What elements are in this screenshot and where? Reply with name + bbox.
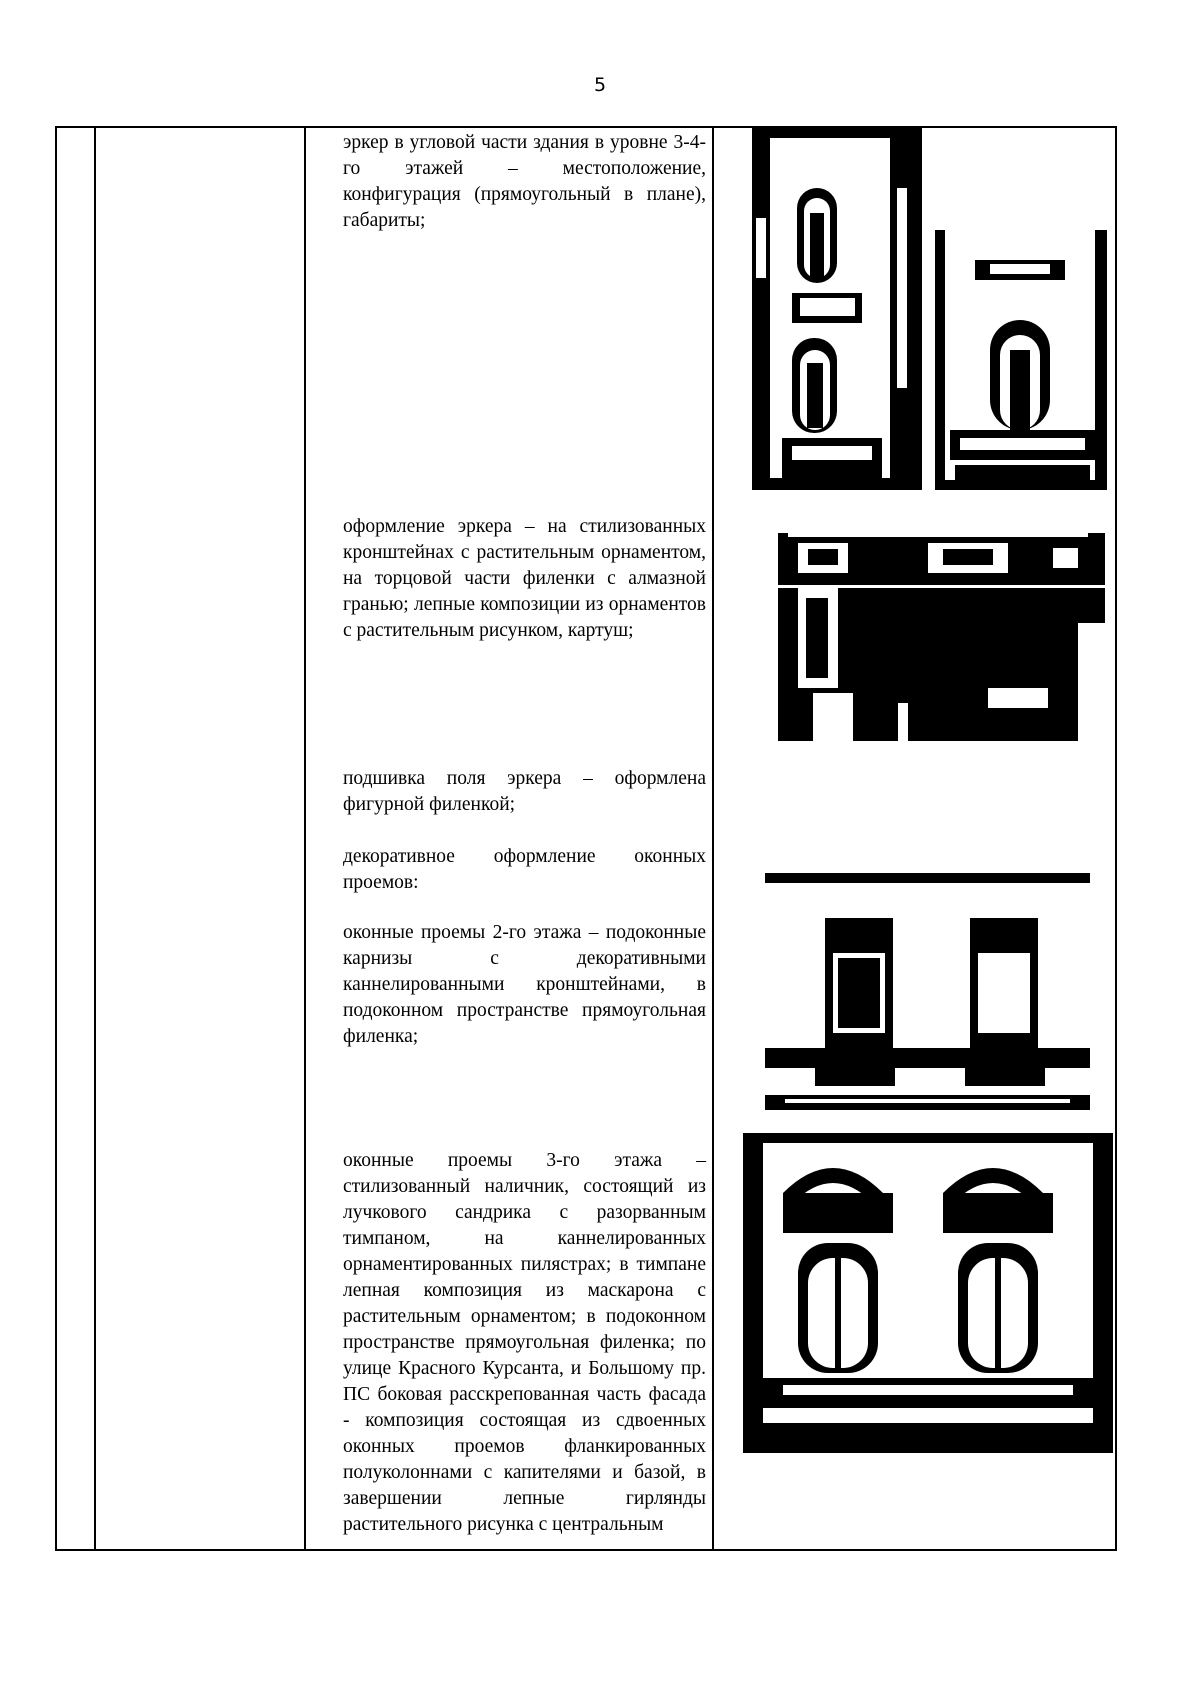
description-second-floor-windows: оконные проемы 2-го этажа – подоконные карнизы с декоративными каннелированными кронштейнами, в подоконном пространстве прямоугольная филенка; [343, 922, 706, 1047]
column-divider-1 [94, 128, 96, 1549]
third-floor-windows-photo [743, 1133, 1113, 1453]
description-third-floor-windows: оконные проемы 3-го этажа – стилизованный наличник, состоящий из лучкового сандрика с разорванным тимпаном, на каннелированных орнаментированных пилястрах; в тимпане лепная композиция из маскарона с растительным орнаментом; в подоконном пространстве прямоугольная филенка; по улице Красного Курсанта, и Большому пр. ПС боковая расскрепованная часть фасада - композиция состоящая из сдвоенных оконных проемов фланкированных полуколоннами с капителями и базой, в завершении лепные гирлянды растительного рисунка с центральным [343, 1150, 706, 1535]
page-number: 5 [593, 74, 607, 96]
column-divider-2 [304, 128, 306, 1549]
description-oriel-decoration: оформление эркера – на стилизованных кронштейнах с растительным орнаментом, на торцовой части филенки с алмазной гранью; лепные композиции из орнаментов с растительным рисунком, картуш; [343, 516, 706, 641]
oriel-corner-photo-1 [752, 128, 922, 490]
description-oriel-location: эркер в угловой части здания в уровне 3-4-го этажей – местоположение, конфигурация (прямоугольный в плане), габариты; [343, 132, 706, 231]
second-floor-windows-photo [765, 873, 1090, 1110]
description-oriel-soffit: подшивка поля эркера – оформлена фигурной филенкой; [343, 768, 706, 815]
oriel-brackets-photo [778, 503, 1105, 741]
oriel-corner-photo-2 [935, 230, 1107, 490]
column-divider-3 [712, 128, 714, 1549]
description-window-decoration: декоративное оформление оконных проемов: [343, 846, 706, 893]
